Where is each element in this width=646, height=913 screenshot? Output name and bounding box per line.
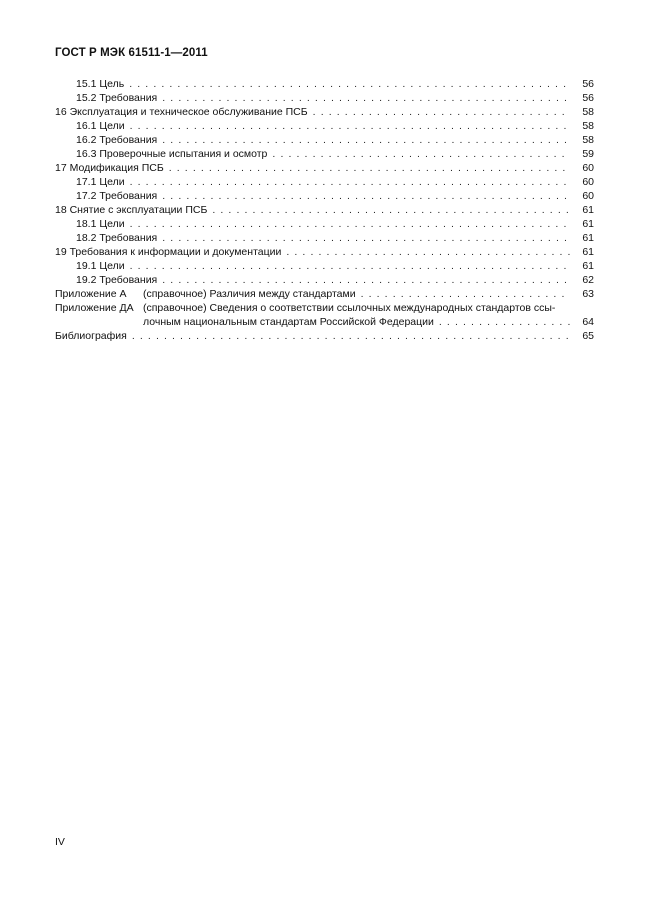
toc-entry-page: 58 [582, 120, 594, 132]
annex-title-line2: лочным национальным стандартам Российской Федерации [143, 316, 434, 328]
toc-entry[interactable] [55, 273, 594, 287]
toc-leader-dots [130, 217, 570, 231]
toc-entry-title: 16.2 Требования [76, 134, 158, 146]
toc-entry-title: 15.2 Требования [76, 92, 158, 104]
toc-leader-dots [313, 105, 570, 119]
toc-entry-page: 60 [582, 176, 594, 188]
toc-entry-bibliography[interactable] [55, 329, 594, 343]
annex-prefix: Приложение ДА [55, 302, 134, 314]
toc-leader-dots [272, 147, 570, 161]
toc-leader-dots [162, 273, 570, 287]
toc-entry-page: 64 [582, 316, 594, 328]
toc-entry-title: 18.2 Требования [76, 232, 158, 244]
toc-entry-page: 59 [582, 148, 594, 160]
toc-leader-dots [162, 189, 570, 203]
toc-entry[interactable] [55, 105, 594, 119]
toc-entry[interactable] [55, 203, 594, 217]
toc-leader-dots [212, 203, 570, 217]
toc-entry-title: 17.2 Требования [76, 190, 158, 202]
toc-entry[interactable] [55, 91, 594, 105]
toc-leader-dots [286, 245, 570, 259]
toc-entry-page: 60 [582, 162, 594, 174]
toc-entry-title: 19 Требования к информации и документации [55, 246, 282, 258]
toc-entry[interactable] [55, 175, 594, 189]
toc-entry-title: 16.1 Цели [76, 120, 125, 132]
toc-entry-page: 61 [582, 246, 594, 258]
toc-entry[interactable] [55, 77, 594, 91]
toc-leader-dots [162, 133, 570, 147]
toc-entry-page: 63 [582, 288, 594, 300]
toc-entry-annex-da[interactable] [55, 301, 594, 329]
toc-entry-page: 58 [582, 106, 594, 118]
toc-entry[interactable] [55, 217, 594, 231]
toc-entry-title: 18.1 Цели [76, 218, 125, 230]
toc-entry-title: 16 Эксплуатация и техническое обслуживание ПСБ [55, 106, 308, 118]
toc-entry[interactable] [55, 189, 594, 203]
toc-entry-page: 60 [582, 190, 594, 202]
toc-entry-title: Библиография [55, 330, 127, 342]
toc-entry-page: 61 [582, 232, 594, 244]
toc-entry[interactable] [55, 245, 594, 259]
toc-entry-page: 56 [582, 92, 594, 104]
toc-leader-dots [130, 259, 570, 273]
toc-leader-dots [162, 91, 570, 105]
toc-entry[interactable] [55, 147, 594, 161]
toc-entry-page: 61 [582, 260, 594, 272]
toc-entry-title: 17 Модификация ПСБ [55, 162, 164, 174]
toc-leader-dots [129, 77, 570, 91]
toc-entry[interactable] [55, 231, 594, 245]
toc-entry[interactable] [55, 161, 594, 175]
toc-entry-page: 65 [582, 330, 594, 342]
toc-leader-dots [132, 329, 570, 343]
document-header: ГОСТ Р МЭК 61511-1—2011 [55, 47, 208, 59]
toc-entry-title: 19.2 Требования [76, 274, 158, 286]
toc-entry-title: 15.1 Цель [76, 78, 125, 90]
toc-leader-dots [439, 315, 570, 329]
annex-prefix: Приложение А [55, 288, 127, 300]
toc-entry[interactable] [55, 259, 594, 273]
toc-leader-dots [162, 231, 570, 245]
toc-entry-title: 18 Снятие с эксплуатации ПСБ [55, 204, 208, 216]
toc-entry-title: 16.3 Проверочные испытания и осмотр [76, 148, 268, 160]
toc-entry-title: 19.1 Цели [76, 260, 125, 272]
toc-entry-title: 17.1 Цели [76, 176, 125, 188]
toc-entry-annex-a[interactable] [55, 287, 594, 301]
toc-entry[interactable] [55, 133, 594, 147]
page-number: IV [55, 836, 65, 848]
toc-entry-page: 58 [582, 134, 594, 146]
annex-title: (справочное) Различия между стандартами [143, 288, 356, 300]
toc-entry-page: 56 [582, 78, 594, 90]
toc-leader-dots [361, 287, 570, 301]
toc-entry-page: 61 [582, 218, 594, 230]
toc-leader-dots [130, 119, 570, 133]
annex-title-line1: (справочное) Сведения о соответствии ссылочных международных стандартов ссы- [143, 302, 556, 314]
toc-leader-dots [169, 161, 570, 175]
toc-entry-page: 61 [582, 204, 594, 216]
toc-entry-page: 62 [582, 274, 594, 286]
table-of-contents [55, 77, 594, 343]
toc-entry[interactable] [55, 119, 594, 133]
toc-leader-dots [130, 175, 570, 189]
